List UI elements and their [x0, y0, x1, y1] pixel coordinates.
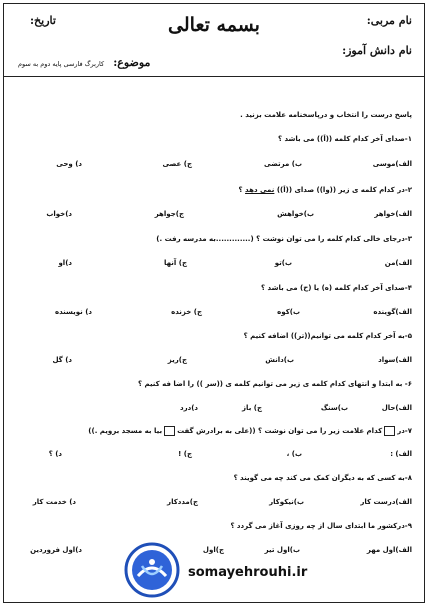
question-6-option-d[interactable]: د)درد: [179, 404, 198, 412]
question-1-prompt: ۱-صدای آخر کدام کلمه ((اَ)) می باشد ؟: [277, 135, 412, 143]
question-8-prompt: ۸-به کسی که به دیگران کمک می کند چه می گویند ؟: [233, 474, 412, 482]
question-3-option-a[interactable]: الف)من: [384, 259, 412, 267]
question-3-option-c[interactable]: ج) آنها: [164, 259, 187, 267]
question-7-option-b[interactable]: ب) ،: [286, 450, 302, 458]
question-2-options: [14, 210, 412, 220]
question-7-option-d[interactable]: د) ؟: [48, 450, 62, 458]
topic-value: کاربرگ فارسی پایه دوم به سوم: [18, 60, 105, 68]
question-4-prompt: ۴-صدای آخر کدام کلمه (ه) یا (ح) می باشد ؟: [261, 284, 412, 292]
question-8-option-d[interactable]: د) خدمت کار: [32, 498, 76, 506]
question-2-prompt: [14, 186, 412, 194]
question-8-option-b[interactable]: ب)نیکوکار: [269, 498, 304, 506]
question-9-options: [14, 546, 412, 556]
question-3-options: [14, 259, 412, 269]
question-5-option-d[interactable]: د) گل: [52, 356, 72, 364]
question-4-options: [14, 308, 412, 318]
question-1-option-b[interactable]: ب) مرتضی: [264, 160, 302, 168]
worksheet: [3, 3, 425, 603]
instructions: پاسخ درست را انتخاب و درپاسخنامه علامت بزنید .: [240, 111, 412, 119]
question-6-options: [14, 404, 412, 414]
question-6-prompt: ۶- به ابتدا و انتهای کدام کلمه ی زیر می توانیم کلمه ی ((سر )) را اضا فه کنیم ؟: [137, 380, 412, 388]
question-2-option-b[interactable]: ب)خواهش: [277, 210, 314, 218]
question-6-option-a[interactable]: الف)حال: [381, 404, 412, 412]
question-7-option-c[interactable]: ج) !: [178, 450, 192, 458]
question-2-option-c[interactable]: ج)جواهر: [154, 210, 184, 218]
question-4-option-b[interactable]: ب)کوه: [277, 308, 300, 316]
question-4-option-c[interactable]: ج) خزنده: [171, 308, 202, 316]
question-6-option-c[interactable]: ج) باز: [242, 404, 262, 412]
worksheet-header: [4, 4, 424, 77]
question-2-prompt-end: ؟: [238, 186, 246, 194]
site-logo-icon: [124, 542, 180, 598]
student-name-label: نام دانش آموز:: [342, 44, 412, 57]
question-3-prompt: ۳-درجای خالی کدام کلمه را می توان نوشت ؟ (.............به مدرسه رفت .): [156, 235, 412, 243]
question-1-option-c[interactable]: ج) عصی: [162, 160, 192, 168]
website-url[interactable]: somayehrouhi.ir: [188, 565, 308, 580]
question-5-options: [14, 356, 412, 366]
question-1-option-a[interactable]: الف)موسی: [372, 160, 412, 168]
question-1-options: [14, 160, 412, 170]
topic-label: موضوع:: [113, 56, 151, 69]
question-5-option-b[interactable]: ب)دانش: [265, 356, 294, 364]
question-7-prompt-middle: کدام علامت زیر را می توان نوشت ؟ ((علی به برادرش گفت: [177, 427, 383, 435]
question-9-option-b[interactable]: ب)اول تیر: [264, 546, 300, 554]
question-8-option-c[interactable]: ج)مددکار: [167, 498, 198, 506]
question-4-option-d[interactable]: د) نویسنده: [54, 308, 92, 316]
question-9-prompt: ۹-درکشور ما ابتدای سال از چه روزی آغاز می گردد ؟: [230, 522, 412, 530]
question-3-option-b[interactable]: ب)تو: [274, 259, 292, 267]
question-5-option-a[interactable]: الف)سواد: [378, 356, 412, 364]
date-label: تاریخ:: [30, 14, 56, 27]
question-4-option-a[interactable]: الف)گوینده: [373, 308, 412, 316]
question-1-option-d[interactable]: د) وحی: [56, 160, 82, 168]
question-5-prompt: ۵-به آخر کدام کلمه می توانیم((تر)) اضافه کنیم ؟: [243, 332, 412, 340]
question-7-prompt: [14, 426, 412, 436]
question-6-option-b[interactable]: ب)سنگ: [320, 404, 348, 412]
question-2-option-d[interactable]: د)خواب: [46, 210, 72, 218]
question-2-prompt-start: ۲-در کدام کلمه ی زیر ((وا)) صدای ((اَ)): [274, 186, 412, 194]
topic-line: [18, 51, 150, 70]
question-2-prompt-underlined: نمی دهد: [245, 186, 275, 194]
blank-box: [164, 426, 175, 436]
question-7-prompt-end: بیا به مسجد برویم .)): [88, 427, 163, 435]
question-7-options: [14, 450, 412, 460]
questions-area: [4, 76, 424, 602]
page-title: بسمه تعالی: [168, 14, 260, 36]
question-2-option-a[interactable]: الف)خواهر: [374, 210, 412, 218]
question-9-option-a[interactable]: الف)اول مهر: [366, 546, 412, 554]
question-8-option-a[interactable]: الف)درست کار: [360, 498, 412, 506]
question-5-option-c[interactable]: ج)ریز: [167, 356, 187, 364]
question-7-option-a[interactable]: الف) :: [390, 450, 412, 458]
question-7-prompt-start: ۷-در: [397, 427, 412, 435]
question-3-option-d[interactable]: د)او: [58, 259, 72, 267]
question-9-option-c[interactable]: ج)اول: [202, 546, 224, 554]
question-8-options: [14, 498, 412, 508]
question-9-option-d[interactable]: د)اول فروردین: [30, 546, 82, 554]
teacher-name-label: نام مربی:: [366, 14, 412, 27]
blank-box: [384, 426, 395, 436]
